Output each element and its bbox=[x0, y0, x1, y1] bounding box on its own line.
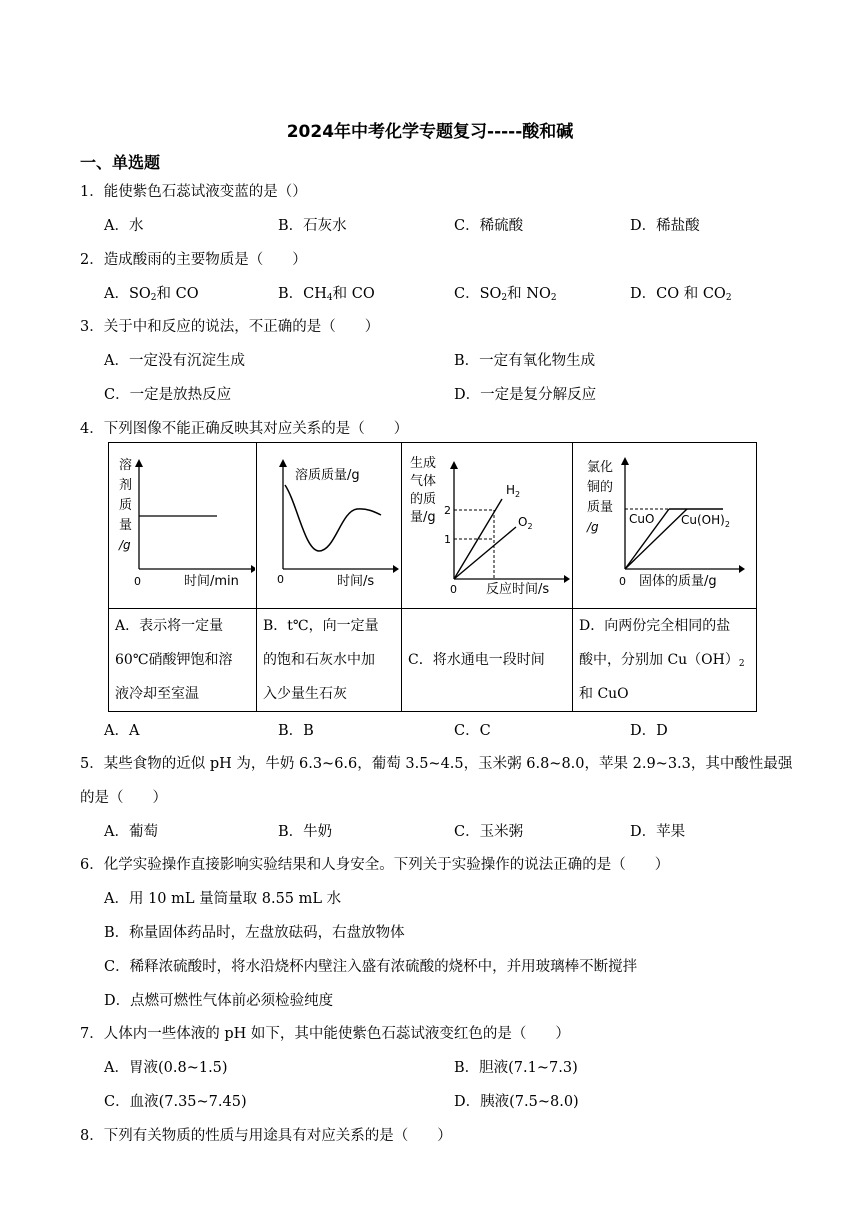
graph-d-cuo-label: CuO bbox=[629, 512, 655, 526]
graph-c bbox=[402, 443, 571, 604]
graph-c-tick-2: 2 bbox=[444, 504, 451, 517]
question-5-option-a: A．葡萄 bbox=[104, 824, 158, 840]
graph-c-ylabel-2: 气体 bbox=[410, 474, 437, 489]
graph-c-ylabel-1: 生成 bbox=[410, 456, 437, 471]
graph-d-ylabel-3: 质量 bbox=[587, 500, 614, 515]
caption-d bbox=[573, 609, 757, 712]
graph-a-ylabel-3: 质 bbox=[119, 498, 133, 513]
question-6-option-a: A．用 10 mL 量筒量取 8.55 mL 水 bbox=[104, 891, 342, 907]
question-7-option-d: D．胰液(7.5~8.0) bbox=[454, 1094, 579, 1110]
question-3-stem: 3．关于中和反应的说法，不正确的是（ ） bbox=[80, 319, 380, 335]
page-title: 2024年中考化学专题复习-----酸和碱 bbox=[286, 122, 574, 142]
graph-d-ylabel-2: 铜的 bbox=[587, 480, 614, 495]
caption-b-line-3: 入少量生石灰 bbox=[263, 686, 347, 702]
question-5-stem-line-1: 5．某些食物的近似 pH 为，牛奶 6.3~6.6，葡萄 3.5~4.5，玉米粥 6.8~8.0，苹果 2.9~3.3，其中酸性最强 bbox=[80, 756, 793, 772]
question-2-option-d: D．CO 和 $CO_2$ bbox=[630, 286, 732, 303]
graph-c-tick-1: 1 bbox=[444, 533, 451, 546]
question-7-option-b: B．胆液(7.1~7.3) bbox=[454, 1060, 578, 1076]
question-3-option-c: C．一定是放热反应 bbox=[104, 387, 232, 403]
caption-a-line-2: 60℃硝酸钾饱和溶 bbox=[115, 652, 233, 668]
question-3-option-d: D．一定是复分解反应 bbox=[454, 387, 597, 403]
graph-d-ylabel-1: 氯化 bbox=[587, 460, 614, 475]
graph-c-ylabel-4: 量/g bbox=[410, 510, 436, 525]
caption-b bbox=[257, 609, 402, 712]
question-5-stem-line-2: 的是（ ） bbox=[80, 790, 167, 806]
graph-a bbox=[109, 443, 255, 604]
question-5-option-b: B．牛奶 bbox=[278, 824, 333, 840]
graph-a-ylabel-4: 量 bbox=[119, 518, 133, 533]
question-6-stem: 6．化学实验操作直接影响实验结果和人身安全。下列关于实验操作的说法正确的是（ ） bbox=[80, 857, 670, 873]
graph-c-o2-label: $O_2$ bbox=[518, 515, 533, 531]
question-4-option-d: D．D bbox=[630, 723, 668, 739]
question-8-stem: 8．下列有关物质的性质与用途具有对应关系的是（ ） bbox=[80, 1128, 452, 1144]
question-2-stem: 2．造成酸雨的主要物质是（ ） bbox=[80, 252, 307, 268]
question-5-option-c: C．玉米粥 bbox=[454, 824, 524, 840]
graph-a-origin: 0 bbox=[134, 575, 141, 588]
caption-c-text: C．将水通电一段时间 bbox=[408, 652, 545, 668]
caption-d-line-2: 酸中，分别加 $Cu(OH)_2$ bbox=[579, 652, 745, 669]
graph-b-xlabel: 时间/s bbox=[337, 574, 375, 589]
graph-a-cell bbox=[109, 443, 257, 609]
question-1-stem: 1．能使紫色石蕊试液变蓝的是（） bbox=[80, 184, 307, 200]
graph-d-cell bbox=[573, 443, 757, 609]
question-1-option-b: B．石灰水 bbox=[278, 218, 347, 234]
question-1-option-a: A．水 bbox=[104, 218, 144, 234]
caption-d-line-1: D．向两份完全相同的盐 bbox=[579, 618, 731, 634]
question-4-stem: 4．下列图像不能正确反映其对应关系的是（ ） bbox=[80, 421, 409, 437]
graph-a-xlabel: 时间/min bbox=[184, 574, 239, 589]
graph-a-ylabel-5: /g bbox=[119, 538, 131, 552]
question-2-option-b: B．$CH_4$和 CO bbox=[278, 286, 375, 303]
question-1-option-c: C．稀硫酸 bbox=[454, 218, 524, 234]
graph-c-origin: 0 bbox=[450, 583, 457, 596]
graph-d-xlabel: 固体的质量/g bbox=[639, 574, 717, 589]
caption-b-line-2: 的饱和石灰水中加 bbox=[263, 652, 375, 668]
graph-b-cell bbox=[257, 443, 402, 609]
question-6-option-c: C．稀释浓硫酸时，将水沿烧杯内壁注入盛有浓硫酸的烧杯中，并用玻璃棒不断搅拌 bbox=[104, 959, 638, 975]
caption-c bbox=[402, 609, 573, 712]
caption-a-line-3: 液冷却至室温 bbox=[115, 686, 199, 702]
section-heading: 一、单选题 bbox=[80, 153, 161, 172]
question-7-option-c: C．血液(7.35~7.45) bbox=[104, 1094, 247, 1110]
question-4-option-b: B．B bbox=[278, 723, 314, 739]
graph-c-h2-label: $H_2$ bbox=[506, 483, 521, 499]
question-4-figure-table bbox=[108, 442, 757, 712]
question-6-option-b: B．称量固体药品时，左盘放砝码，右盘放物体 bbox=[104, 925, 405, 941]
question-4-option-a: A．A bbox=[104, 723, 140, 739]
question-1-option-d: D．稀盐酸 bbox=[630, 218, 700, 234]
caption-a-line-1: A．表示将一定量 bbox=[115, 618, 224, 634]
caption-a bbox=[109, 609, 257, 712]
graph-a-ylabel-2: 剂 bbox=[119, 478, 133, 493]
graph-a-ylabel-1: 溶 bbox=[119, 458, 133, 473]
question-2-option-c: C．$SO_2$和 $NO_2$ bbox=[454, 286, 557, 303]
graph-c-ylabel-3: 的质 bbox=[410, 492, 437, 507]
caption-d-line-3: 和 CuO bbox=[579, 686, 629, 702]
graph-d-origin: 0 bbox=[619, 575, 626, 588]
question-2-option-a: A．$SO_2$和 CO bbox=[104, 286, 199, 303]
question-6-option-d: D．点燃可燃性气体前必须检验纯度 bbox=[104, 993, 334, 1009]
graph-c-xlabel: 反应时间/s bbox=[486, 582, 550, 597]
graph-b-origin: 0 bbox=[277, 573, 284, 586]
question-5-option-d: D．苹果 bbox=[630, 824, 686, 840]
graph-d-ylabel-4: /g bbox=[587, 520, 599, 534]
caption-b-line-1: B．t℃，向一定量 bbox=[263, 618, 379, 634]
question-7-option-a: A．胃液(0.8~1.5) bbox=[104, 1060, 228, 1076]
question-3-option-b: B．一定有氧化物生成 bbox=[454, 353, 596, 369]
question-3-option-a: A．一定没有沉淀生成 bbox=[104, 353, 245, 369]
question-7-stem: 7．人体内一些体液的 pH 如下，其中能使紫色石蕊试液变红色的是（ ） bbox=[80, 1026, 570, 1042]
graph-b-ylabel: 溶质质量/g bbox=[295, 468, 360, 483]
graph-d bbox=[573, 443, 755, 604]
question-4-option-c: C．C bbox=[454, 723, 491, 739]
graph-d-cuoh2-label: $Cu(OH)_2$ bbox=[681, 513, 730, 529]
graph-c-cell bbox=[402, 443, 573, 609]
graph-b bbox=[257, 443, 400, 604]
